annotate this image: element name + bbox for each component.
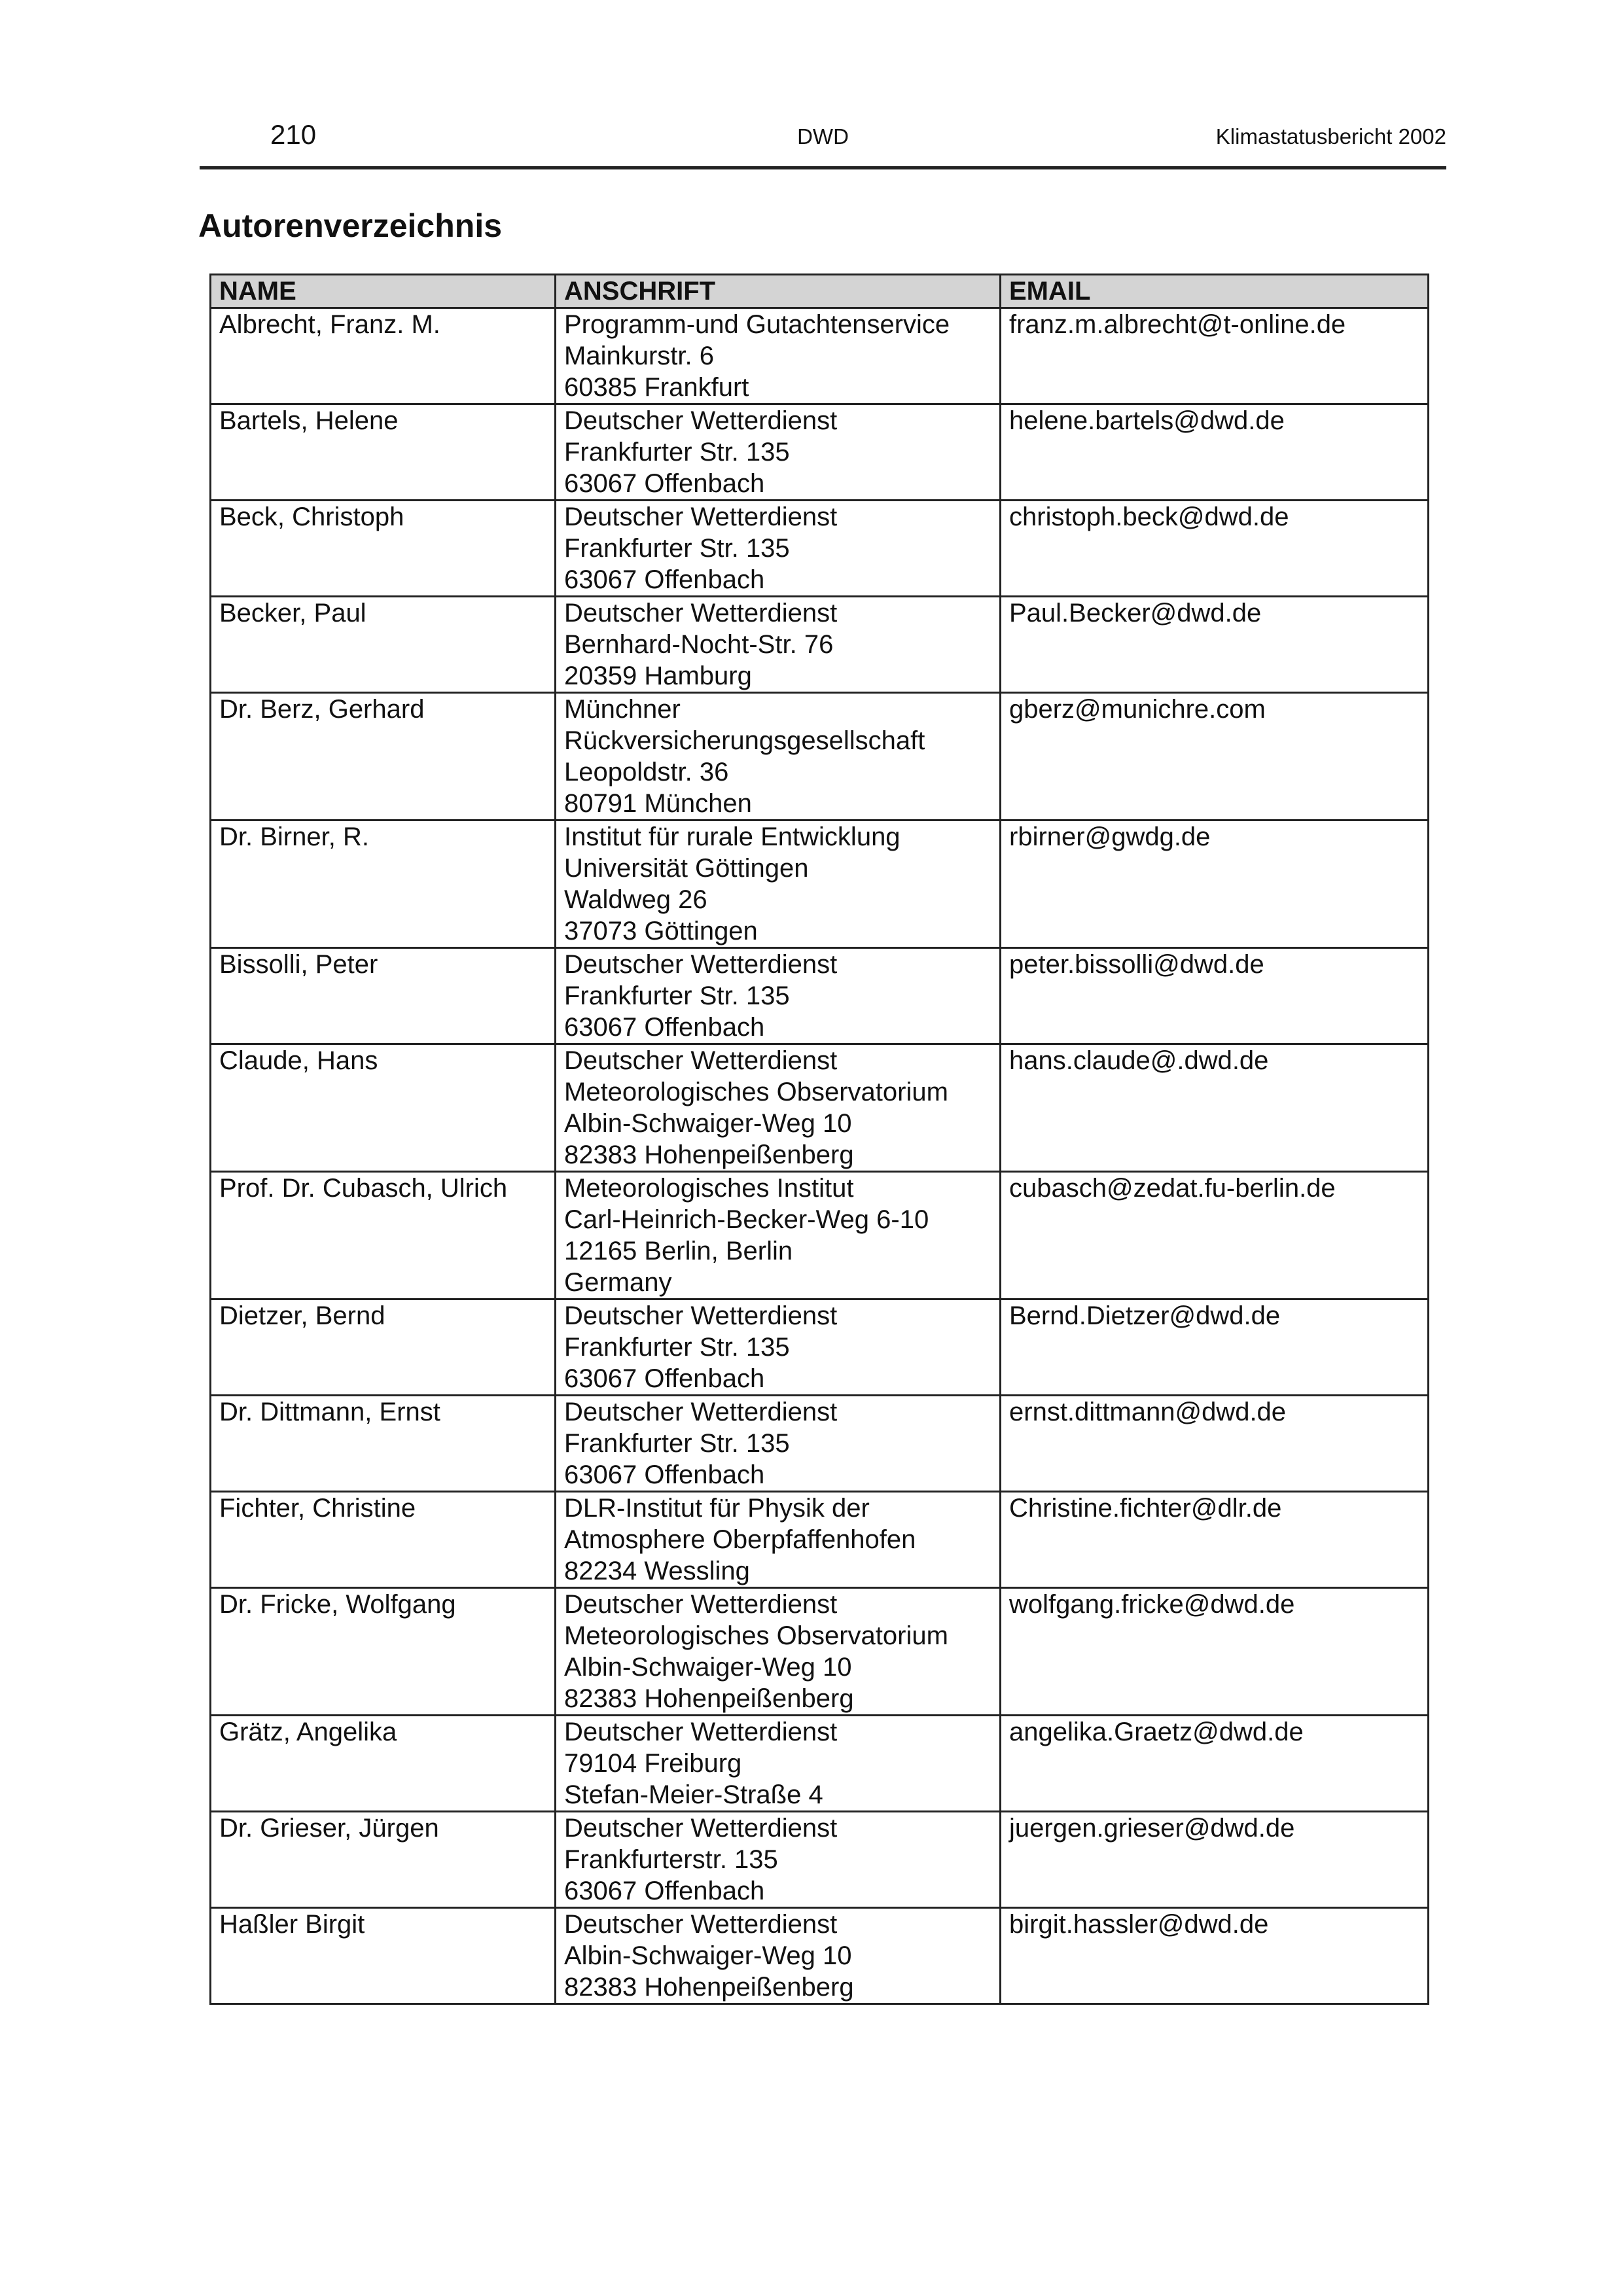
address-line: 63067 Offenbach xyxy=(564,565,765,594)
author-address xyxy=(556,308,1001,404)
author-name: Dr. Fricke, Wolfgang xyxy=(211,1588,556,1716)
address-line: Deutscher Wetterdienst xyxy=(564,950,838,979)
author-email: christoph.beck@dwd.de xyxy=(1001,501,1429,597)
author-name: Albrecht, Franz. M. xyxy=(211,308,556,404)
header-divider xyxy=(200,166,1446,169)
author-email: Christine.fichter@dlr.de xyxy=(1001,1492,1429,1588)
table-row xyxy=(211,1716,1429,1812)
address-line: Albin-Schwaiger-Weg 10 xyxy=(564,1653,852,1682)
author-address xyxy=(556,1588,1001,1716)
address-line: Atmosphere Oberpfaffenhofen xyxy=(564,1525,916,1554)
address-line: Deutscher Wetterdienst xyxy=(564,599,838,627)
author-name: Grätz, Angelika xyxy=(211,1716,556,1812)
address-line: Deutscher Wetterdienst xyxy=(564,503,838,531)
address-line: Albin-Schwaiger-Weg 10 xyxy=(564,1109,852,1138)
author-address xyxy=(556,1396,1001,1492)
author-email: Bernd.Dietzer@dwd.de xyxy=(1001,1299,1429,1396)
address-line: 82383 Hohenpeißenberg xyxy=(564,1140,854,1169)
column-header-name: NAME xyxy=(211,275,556,308)
author-name: Haßler Birgit xyxy=(211,1908,556,2004)
address-line: Frankfurter Str. 135 xyxy=(564,438,790,467)
header-report-title: Klimastatusbericht 2002 xyxy=(1215,124,1446,149)
table-row xyxy=(211,948,1429,1044)
address-line: 63067 Offenbach xyxy=(564,1013,765,1042)
author-address xyxy=(556,693,1001,821)
address-line: Frankfurter Str. 135 xyxy=(564,1429,790,1458)
author-directory-table xyxy=(209,274,1429,2005)
address-line: 82383 Hohenpeißenberg xyxy=(564,1973,854,2002)
column-header-email: EMAIL xyxy=(1001,275,1429,308)
address-line: Leopoldstr. 36 xyxy=(564,758,729,786)
address-line: Bernhard-Nocht-Str. 76 xyxy=(564,630,834,659)
table-row xyxy=(211,308,1429,404)
address-line: 63067 Offenbach xyxy=(564,1364,765,1393)
address-line: 37073 Göttingen xyxy=(564,917,758,945)
address-line: Deutscher Wetterdienst xyxy=(564,1301,838,1330)
address-line: 63067 Offenbach xyxy=(564,469,765,498)
address-line: Carl-Heinrich-Becker-Weg 6-10 xyxy=(564,1205,929,1234)
address-line: Deutscher Wetterdienst xyxy=(564,1910,838,1939)
address-line: Deutscher Wetterdienst xyxy=(564,1718,838,1746)
address-line: Albin-Schwaiger-Weg 10 xyxy=(564,1941,852,1970)
author-name: Beck, Christoph xyxy=(211,501,556,597)
author-email: gberz@munichre.com xyxy=(1001,693,1429,821)
author-address xyxy=(556,1492,1001,1588)
author-address xyxy=(556,1716,1001,1812)
author-address xyxy=(556,1299,1001,1396)
table-row xyxy=(211,1908,1429,2004)
table-row xyxy=(211,404,1429,501)
table-row xyxy=(211,1299,1429,1396)
address-line: Germany xyxy=(564,1268,672,1297)
address-line: Stefan-Meier-Straße 4 xyxy=(564,1780,823,1809)
author-address xyxy=(556,597,1001,693)
address-line: Frankfurter Str. 135 xyxy=(564,1333,790,1362)
address-line: Meteorologisches Observatorium xyxy=(564,1078,948,1106)
author-address xyxy=(556,1908,1001,2004)
address-line: 20359 Hamburg xyxy=(564,662,752,690)
address-line: Meteorologisches Institut xyxy=(564,1174,854,1203)
address-line: Deutscher Wetterdienst xyxy=(564,1590,838,1619)
address-line: 63067 Offenbach xyxy=(564,1877,765,1905)
author-email: ernst.dittmann@dwd.de xyxy=(1001,1396,1429,1492)
author-name: Dr. Dittmann, Ernst xyxy=(211,1396,556,1492)
table-row xyxy=(211,597,1429,693)
address-line: Deutscher Wetterdienst xyxy=(564,1398,838,1426)
address-line: Frankfurter Str. 135 xyxy=(564,534,790,563)
table-row xyxy=(211,1492,1429,1588)
header-organization: DWD xyxy=(797,124,849,149)
author-name: Dr. Grieser, Jürgen xyxy=(211,1812,556,1908)
address-line: 79104 Freiburg xyxy=(564,1749,742,1778)
address-line: Rückversicherungsgesellschaft xyxy=(564,726,925,755)
address-line: Meteorologisches Observatorium xyxy=(564,1621,948,1650)
table-row xyxy=(211,821,1429,948)
author-email: cubasch@zedat.fu-berlin.de xyxy=(1001,1172,1429,1299)
author-name: Bartels, Helene xyxy=(211,404,556,501)
author-address xyxy=(556,948,1001,1044)
author-email: franz.m.albrecht@t-online.de xyxy=(1001,308,1429,404)
author-rows xyxy=(211,308,1429,2004)
author-email: helene.bartels@dwd.de xyxy=(1001,404,1429,501)
author-email: birgit.hassler@dwd.de xyxy=(1001,1908,1429,2004)
table-row xyxy=(211,1172,1429,1299)
table-row xyxy=(211,693,1429,821)
address-line: Deutscher Wetterdienst xyxy=(564,1046,838,1075)
address-line: 82234 Wessling xyxy=(564,1557,750,1585)
author-address xyxy=(556,1044,1001,1172)
address-line: Institut für rurale Entwicklung xyxy=(564,822,901,851)
table-header-row xyxy=(211,275,1429,308)
author-email: Paul.Becker@dwd.de xyxy=(1001,597,1429,693)
author-name: Prof. Dr. Cubasch, Ulrich xyxy=(211,1172,556,1299)
address-line: Münchner xyxy=(564,695,681,724)
author-email: juergen.grieser@dwd.de xyxy=(1001,1812,1429,1908)
address-line: 12165 Berlin, Berlin xyxy=(564,1237,793,1265)
table-row xyxy=(211,1396,1429,1492)
address-line: Frankfurter Str. 135 xyxy=(564,981,790,1010)
address-line: Deutscher Wetterdienst xyxy=(564,1814,838,1843)
author-email: angelika.Graetz@dwd.de xyxy=(1001,1716,1429,1812)
author-address xyxy=(556,404,1001,501)
author-address xyxy=(556,1812,1001,1908)
address-line: Mainkurstr. 6 xyxy=(564,342,714,370)
address-line: Frankfurterstr. 135 xyxy=(564,1845,778,1874)
address-line: Programm-und Gutachtenservice xyxy=(564,310,950,339)
author-email: wolfgang.fricke@dwd.de xyxy=(1001,1588,1429,1716)
page-number: 210 xyxy=(270,119,317,150)
address-line: 80791 München xyxy=(564,789,752,818)
address-line: Deutscher Wetterdienst xyxy=(564,406,838,435)
address-line: DLR-Institut für Physik der xyxy=(564,1494,870,1523)
address-line: Waldweg 26 xyxy=(564,885,707,914)
author-name: Claude, Hans xyxy=(211,1044,556,1172)
author-address xyxy=(556,821,1001,948)
author-email: peter.bissolli@dwd.de xyxy=(1001,948,1429,1044)
author-name: Dietzer, Bernd xyxy=(211,1299,556,1396)
author-address xyxy=(556,1172,1001,1299)
author-name: Fichter, Christine xyxy=(211,1492,556,1588)
address-line: 63067 Offenbach xyxy=(564,1460,765,1489)
table-row xyxy=(211,1588,1429,1716)
author-name: Becker, Paul xyxy=(211,597,556,693)
page-header xyxy=(200,118,1446,150)
author-name: Bissolli, Peter xyxy=(211,948,556,1044)
table-row xyxy=(211,1044,1429,1172)
table-row xyxy=(211,1812,1429,1908)
column-header-address: ANSCHRIFT xyxy=(556,275,1001,308)
author-email: hans.claude@.dwd.de xyxy=(1001,1044,1429,1172)
table-row xyxy=(211,501,1429,597)
address-line: Universität Göttingen xyxy=(564,854,809,883)
page-title: Autorenverzeichnis xyxy=(198,207,503,244)
author-name: Dr. Berz, Gerhard xyxy=(211,693,556,821)
author-email: rbirner@gwdg.de xyxy=(1001,821,1429,948)
address-line: 60385 Frankfurt xyxy=(564,373,749,402)
author-name: Dr. Birner, R. xyxy=(211,821,556,948)
author-address xyxy=(556,501,1001,597)
address-line: 82383 Hohenpeißenberg xyxy=(564,1684,854,1713)
